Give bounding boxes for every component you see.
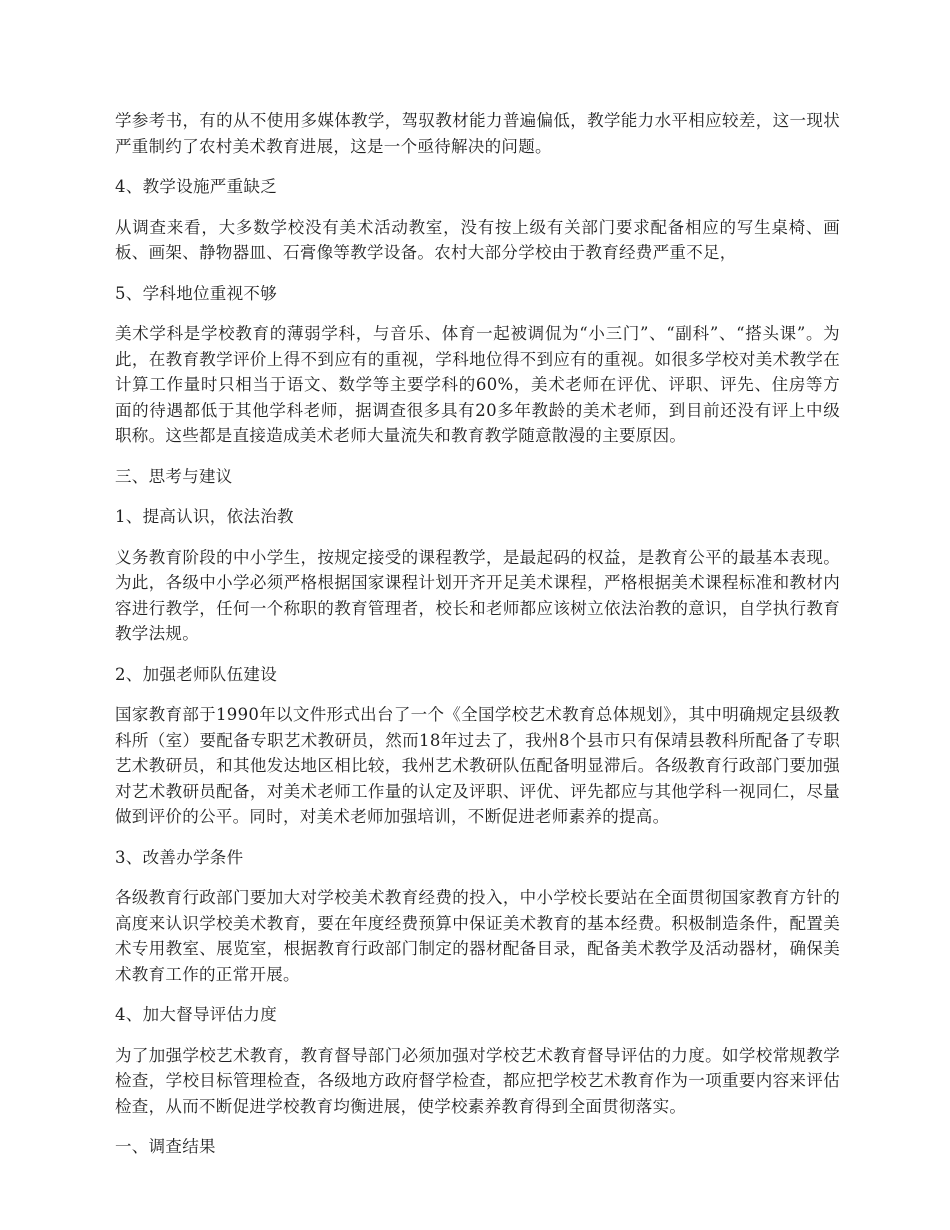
section-heading: 4、加大督导评估力度 bbox=[115, 1005, 277, 1024]
paragraph: 各级教育行政部门要加大对学校美术教育经费的投入，中小学校长要站在全面贯彻国家教育方针的高度来认识学校美术教育，要在年度经费预算中保证美术教育的基本经费。积极制造条件，配置美术专用教室、展览室，根据教育行政部门制定的器材配备目录，配备美术教学及活动器材，确保美术教育工作的正常开展。 bbox=[115, 888, 840, 984]
paragraph: 为了加强学校艺术教育，教育督导部门必须加强对学校艺术教育督导评估的力度。如学校常规教学检查，学校目标管理检查，各级地方政府督学检查，都应把学校艺术教育作为一项重要内容来评估检查，从而不断促进学校教育均衡进展，使学校素养教育得到全面贯彻落实。 bbox=[115, 1045, 840, 1116]
paragraph: 义务教育阶段的中小学生，按规定接受的课程教学，是最起码的权益，是教育公平的最基本表现。为此，各级中小学必须严格根据国家课程计划开齐开足美术课程，严格根据美术课程标准和教材内容进行教学，任何一个称职的教育管理者，校长和老师都应该树立依法治教的意识，自学执行教育教学法规。 bbox=[115, 547, 840, 643]
document-page bbox=[115, 108, 840, 1175]
chapter-heading: 三、思考与建议 bbox=[115, 466, 233, 486]
paragraph: 从调查来看，大多数学校没有美术活动教室，没有按上级有关部门要求配备相应的写生桌椅、画板、画架、静物器皿、石膏像等教学设备。农村大部分学校由于教育经费严重不足， bbox=[115, 217, 840, 262]
section-heading: 4、教学设施严重缺乏 bbox=[115, 177, 277, 196]
section-heading: 5、学科地位重视不够 bbox=[115, 283, 277, 303]
paragraph: 国家教育部于1990年以文件形式出台了一个《全国学校艺术教育总体规划》，其中明确规定县级教科所（室）要配备专职艺术教研员，然而18年过去了，我州8个县市只有保靖县教科所配备了专职艺术教研员，和其他发达地区相比较，我州艺术教研队伍配备明显滞后。各级教育行政部门要加强对艺术教研员配备，对美术老师工作量的认定及评职、评优、评先都应与其他学科一视同仁，尽量做到评价的公平。同时，对美术老师加强培训，不断促进老师素养的提高。 bbox=[115, 705, 840, 826]
section-heading: 1、提高认识，依法治教 bbox=[115, 507, 294, 526]
paragraph: 学参考书，有的从不使用多媒体教学，驾驭教材能力普遍偏低，教学能力水平相应较差，这一现状严重制约了农村美术教育进展，这是一个亟待解决的问题。 bbox=[115, 111, 840, 156]
section-heading: 3、改善办学条件 bbox=[115, 847, 244, 867]
section-heading: 2、加强老师队伍建设 bbox=[115, 664, 277, 684]
chapter-heading: 一、调查结果 bbox=[115, 1137, 216, 1156]
paragraph: 美术学科是学校教育的薄弱学科，与音乐、体育一起被调侃为“小三门”、“副科”、“搭头课”。为此，在教育教学评价上得不到应有的重视，学科地位得不到应有的重视。如很多学校对美术教学在计算工作量时只相当于语文、数学等主要学科的60%，美术老师在评优、评职、评先、住房等方面的待遇都低于其他学科老师，据调查很多具有20多年教龄的美术老师，到目前还没有评上中级职称。这些都是直接造成美术老师大量流失和教育教学随意散漫的主要原因。 bbox=[115, 324, 840, 445]
